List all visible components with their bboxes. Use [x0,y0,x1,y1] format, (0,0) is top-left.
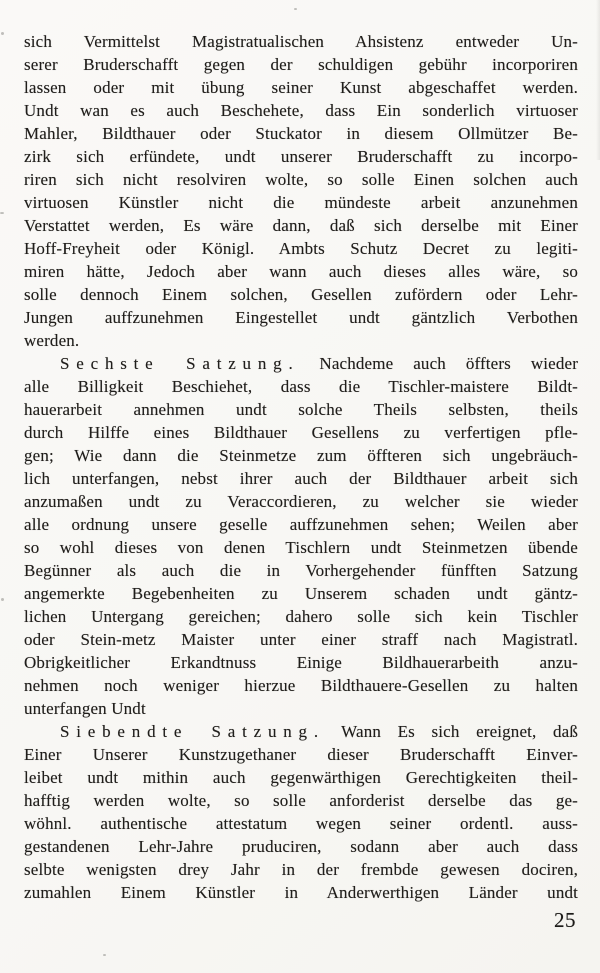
scan-speck [294,8,297,10]
text-line: zumahlen Einem Künstler in Anderwerthigen Länder undt [24,883,578,902]
text-line: werden. [24,331,80,350]
text-line: nehmen noch weniger hierzue Bildthauere-Gesellen zu halten [24,676,578,695]
scan-speck [0,212,4,214]
text-line: Hoff-Freyheit oder Königl. Ambts Schutz Decret zu legiti- [24,239,578,258]
text-line: selbte wenigsten drey Jahr in der frembde gewesen dociren, [24,860,578,879]
scan-speck [1,598,4,601]
text-line: hauerarbeit annehmen undt solche Theils selbsten, theils [24,400,578,419]
text-line: angemerkte Begebenheiten zu Unserem schaden undt gäntz- [24,584,578,603]
page-text-block [24,30,578,904]
text-line: anzumaßen undt zu Veraccordieren, zu welcher sie wieder [24,492,578,511]
scan-speck [1,32,4,35]
text-line: alle Billigkeit Beschiehet, dass die Tischler-maistere Bildt- [24,377,578,396]
text-line: gestandenen Lehr-Jahre pruduciren, sodann aber auch dass [24,837,578,856]
text-line: Sechste Satzung. Nachdeme auch öffters wieder [60,354,579,373]
text-line: miren hätte, Jedoch aber wann auch dieses alles wäre, so [24,262,578,281]
text-line: alle ordnung unsere geselle auffzunehmen sehen; Weilen aber [24,515,578,534]
scan-speck [103,954,106,956]
text-line: sich Vermittelst Magistratualischen Ahsistenz entweder Un- [24,32,578,51]
text-line: Obrigkeitlicher Erkandtnuss Einige Bildhauerarbeith anzu- [24,653,578,672]
section-heading: Sechste Satzung. [60,354,300,373]
text-line: Verstattet werden, Es wäre dann, daß sich derselbe mit Einer [24,216,578,235]
text-line: lich unterfangen, nebst ihrer auch der Bildthauer arbeit sich [24,469,578,488]
text-line: solle dennoch Einem solchen, Gesellen zufördern oder Lehr- [24,285,578,304]
text-line: durch Hilffe eines Bildthauer Gesellens zu verfertigen pfle- [24,423,578,442]
text-line: oder Stein-metz Maister unter einer straff nach Magistratl. [24,630,578,649]
text-line: Undt wan es auch Beschehete, dass Ein sonderlich virtuoser [24,101,578,120]
text-line: gen; Wie dann die Steinmetze zum öffteren sich ungebräuch- [24,446,578,465]
text-line: Siebendte Satzung. Wann Es sich ereignet, daß [60,722,578,741]
text-line: zirk sich erfündete, undt unserer Bruderschafft zu incorpo- [24,147,578,166]
text-line: Mahler, Bildthauer oder Stuckator in diesem Ollmützer Be- [24,124,578,143]
text-line: lichen Untergang gereichen; dahero solle sich kein Tischler [24,607,578,626]
text-line: Jungen auffzunehmen Eingestellet undt gäntzlich Verbothen [24,308,578,327]
text-line: wöhnl. authentische attestatum wegen seiner ordentl. auss- [24,814,578,833]
text-line: riren sich nicht resolviren wolte, so solle Einen solchen auch [24,170,578,189]
text-line: hafftig werden wolte, so solle anforderist derselbe das ge- [24,791,578,810]
text-line: serer Bruderschafft gegen der schuldigen gebühr incorporiren [24,55,578,74]
text-line: virtuosen Künstler nicht die mündeste arbeit anzunehmen [24,193,578,212]
text-line: lassen oder mit übung seiner Kunst abgeschaffet werden. [24,78,578,97]
page-number: 25 [554,908,576,932]
text-line: Einer Unserer Kunstzugethaner dieser Bruderschafft Einver- [24,745,578,764]
text-line: unterfangen Undt [24,699,146,718]
text-line: leibet undt mithin auch gegenwärthigen Gerechtigkeiten theil- [24,768,578,787]
section-heading: Siebendte Satzung. [60,722,325,741]
text-line: Begünner als auch die in Vorhergehender fünfften Satzung [24,561,578,580]
scan-edge-shadow [596,0,600,160]
text-line: so wohl dieses von denen Tischlern undt Steinmetzen übende [24,538,578,557]
